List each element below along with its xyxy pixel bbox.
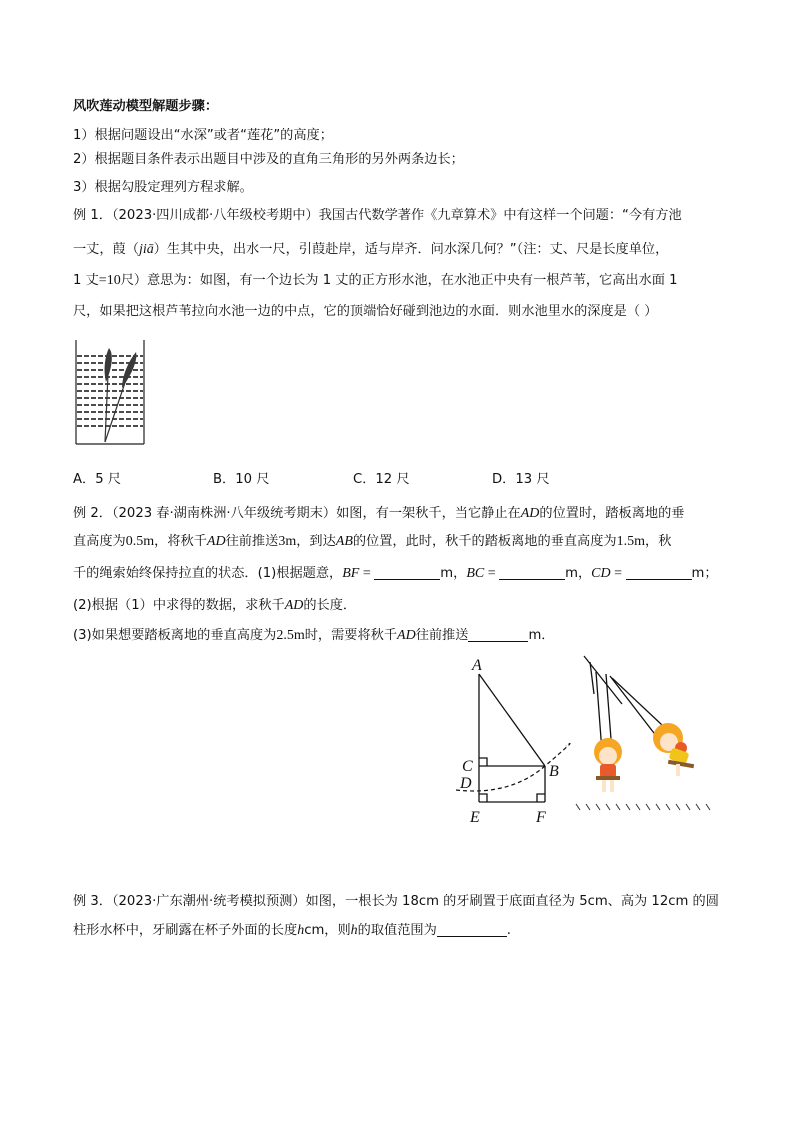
label-b: B xyxy=(549,763,559,780)
reed-vertical xyxy=(105,348,112,442)
var-ab: AB xyxy=(335,534,353,549)
ex2-line-4 xyxy=(73,596,356,616)
ex1-equals: = xyxy=(98,273,107,288)
label-e: E xyxy=(470,809,480,826)
step-3: 3）根据勾股定理列方程求解。 xyxy=(73,180,253,195)
ex2-text: ，将秋千 xyxy=(154,534,207,549)
option-c[interactable]: C．12 尺 xyxy=(353,472,410,487)
value-0-5m: 0.5m xyxy=(125,534,155,549)
var-ad: AD xyxy=(397,628,416,643)
equals: = xyxy=(359,566,375,581)
ex1-text: 1 丈 xyxy=(73,273,99,288)
label-f: F xyxy=(536,809,546,826)
option-d[interactable]: D．13 尺 xyxy=(492,472,550,487)
ex2-text: ，秋 xyxy=(645,534,672,549)
ex2-text: 时，需要将秋千 xyxy=(304,628,398,643)
var-h: h xyxy=(297,923,305,938)
segment-ab xyxy=(479,674,545,766)
ex1-pinyin: jiā xyxy=(138,242,154,257)
right-angle-f xyxy=(537,794,545,802)
unit-m: m． xyxy=(528,628,555,643)
ex1-line-1: 例 1．（2023·四川成都·八年级校考期中）我国古代数学著作《九章算术》中有这样一个问题：“今有方池 xyxy=(73,208,682,223)
swing-geometry-figure xyxy=(450,650,580,830)
bc-answer-blank[interactable] xyxy=(499,565,565,580)
step-2: 2）根据题目条件表示出题目中涉及的直角三角形的另外两条边长； xyxy=(73,152,464,167)
ex2-line-3 xyxy=(73,564,718,584)
unit-m: m； xyxy=(691,566,718,581)
ex2-line-2 xyxy=(73,532,671,552)
label-a: A xyxy=(472,657,482,674)
option-b[interactable]: B．10 尺 xyxy=(213,472,270,487)
equals: = xyxy=(610,566,626,581)
push-answer-blank[interactable] xyxy=(468,627,528,642)
ex3-period: . xyxy=(506,923,511,938)
ex3-text: cm，则 xyxy=(304,923,351,938)
ex1-number: 10 xyxy=(106,273,121,288)
var-ad: AD xyxy=(284,598,304,613)
ex1-text: ）生其中央，出水一尺，引葭赴岸，适与岸齐．问水深几何？”（注：丈、尺是长度单位， xyxy=(153,242,669,257)
ex2-text: (2)根据（1）中求得的数据，求秋千 xyxy=(73,598,285,613)
right-angle-c xyxy=(479,758,487,766)
model-heading: 风吹莲动模型解题步骤： xyxy=(73,99,219,114)
ex2-text: ，到达 xyxy=(296,534,336,549)
var-ad: AD xyxy=(206,534,226,549)
equals: = xyxy=(484,566,500,581)
step-1: 1）根据问题设出“水深”或者“莲花”的高度； xyxy=(73,128,333,143)
bf-answer-blank[interactable] xyxy=(374,565,440,580)
ground-hatching xyxy=(576,804,710,810)
var-cd: CD xyxy=(591,566,611,581)
ex1-line-2 xyxy=(73,240,668,260)
ex3-line-2 xyxy=(73,921,511,941)
ex2-text: 直高度为 xyxy=(73,534,126,549)
ex3-line-1: 例 3．（2023·广东潮州·统考模拟预测）如图，一根长为 18cm 的牙刷置于底面直径为 5cm、高为 12cm 的圆 xyxy=(73,894,719,909)
child-on-swing-2 xyxy=(653,723,694,776)
ex2-text: 的位置时，踏板离地的垂 xyxy=(539,506,685,521)
ex2-text: (3)如果想要踏板离地的垂直高度为 xyxy=(73,628,277,643)
value-2-5m: 2.5m xyxy=(276,628,305,643)
right-angle-e xyxy=(479,794,487,802)
ex1-line-3 xyxy=(73,271,678,291)
value-3m: 3m xyxy=(278,534,297,549)
ex2-text: 千的绳索始终保持拉直的状态．(1)根据题意， xyxy=(73,566,343,581)
var-bf: BF xyxy=(342,566,360,581)
var-h: h xyxy=(350,923,358,938)
ex1-text: 一丈，葭（ xyxy=(73,242,139,257)
var-bc: BC xyxy=(466,566,485,581)
swing-cartoon-illustration xyxy=(572,652,724,824)
ex3-text: 柱形水杯中，牙刷露在杯子外面的长度 xyxy=(73,923,298,938)
ex2-text: 往前推送 xyxy=(415,628,469,643)
ex3-text: 的取值范围为 xyxy=(357,923,437,938)
pond-reed-figure xyxy=(72,338,148,448)
ex2-text: 的位置，此时，秋千的踏板离地的垂直高度为 xyxy=(352,534,617,549)
ex2-text: 的长度． xyxy=(303,598,357,613)
h-range-answer-blank[interactable] xyxy=(437,922,507,937)
value-1-5m: 1.5m xyxy=(616,534,646,549)
unit-m: m， xyxy=(565,566,592,581)
ex1-text: 尺）意思为：如图，有一个边长为 1 丈的正方形水池，在水池正中央有一根芦苇，它高出水面 1 xyxy=(120,273,678,288)
label-c: C xyxy=(462,758,473,775)
ex2-text: 例 2．（2023 春·湖南株洲·八年级统考期末）如图，有一架秋千，当它静止在 xyxy=(73,506,521,521)
ex2-line-1 xyxy=(73,504,684,524)
ex2-text: 往前推送 xyxy=(225,534,279,549)
label-d: D xyxy=(460,775,472,792)
ex1-line-4: 尺，如果把这根芦苇拉向水池一边的中点，它的顶端恰好碰到池边的水面．则水池里水的深度是（ ） xyxy=(73,304,658,319)
option-a[interactable]: A．5 尺 xyxy=(73,472,121,487)
cd-answer-blank[interactable] xyxy=(626,565,692,580)
ex2-line-5 xyxy=(73,626,554,646)
unit-m: m， xyxy=(440,566,467,581)
var-ad: AD xyxy=(520,506,540,521)
child-on-swing-1 xyxy=(594,738,622,792)
